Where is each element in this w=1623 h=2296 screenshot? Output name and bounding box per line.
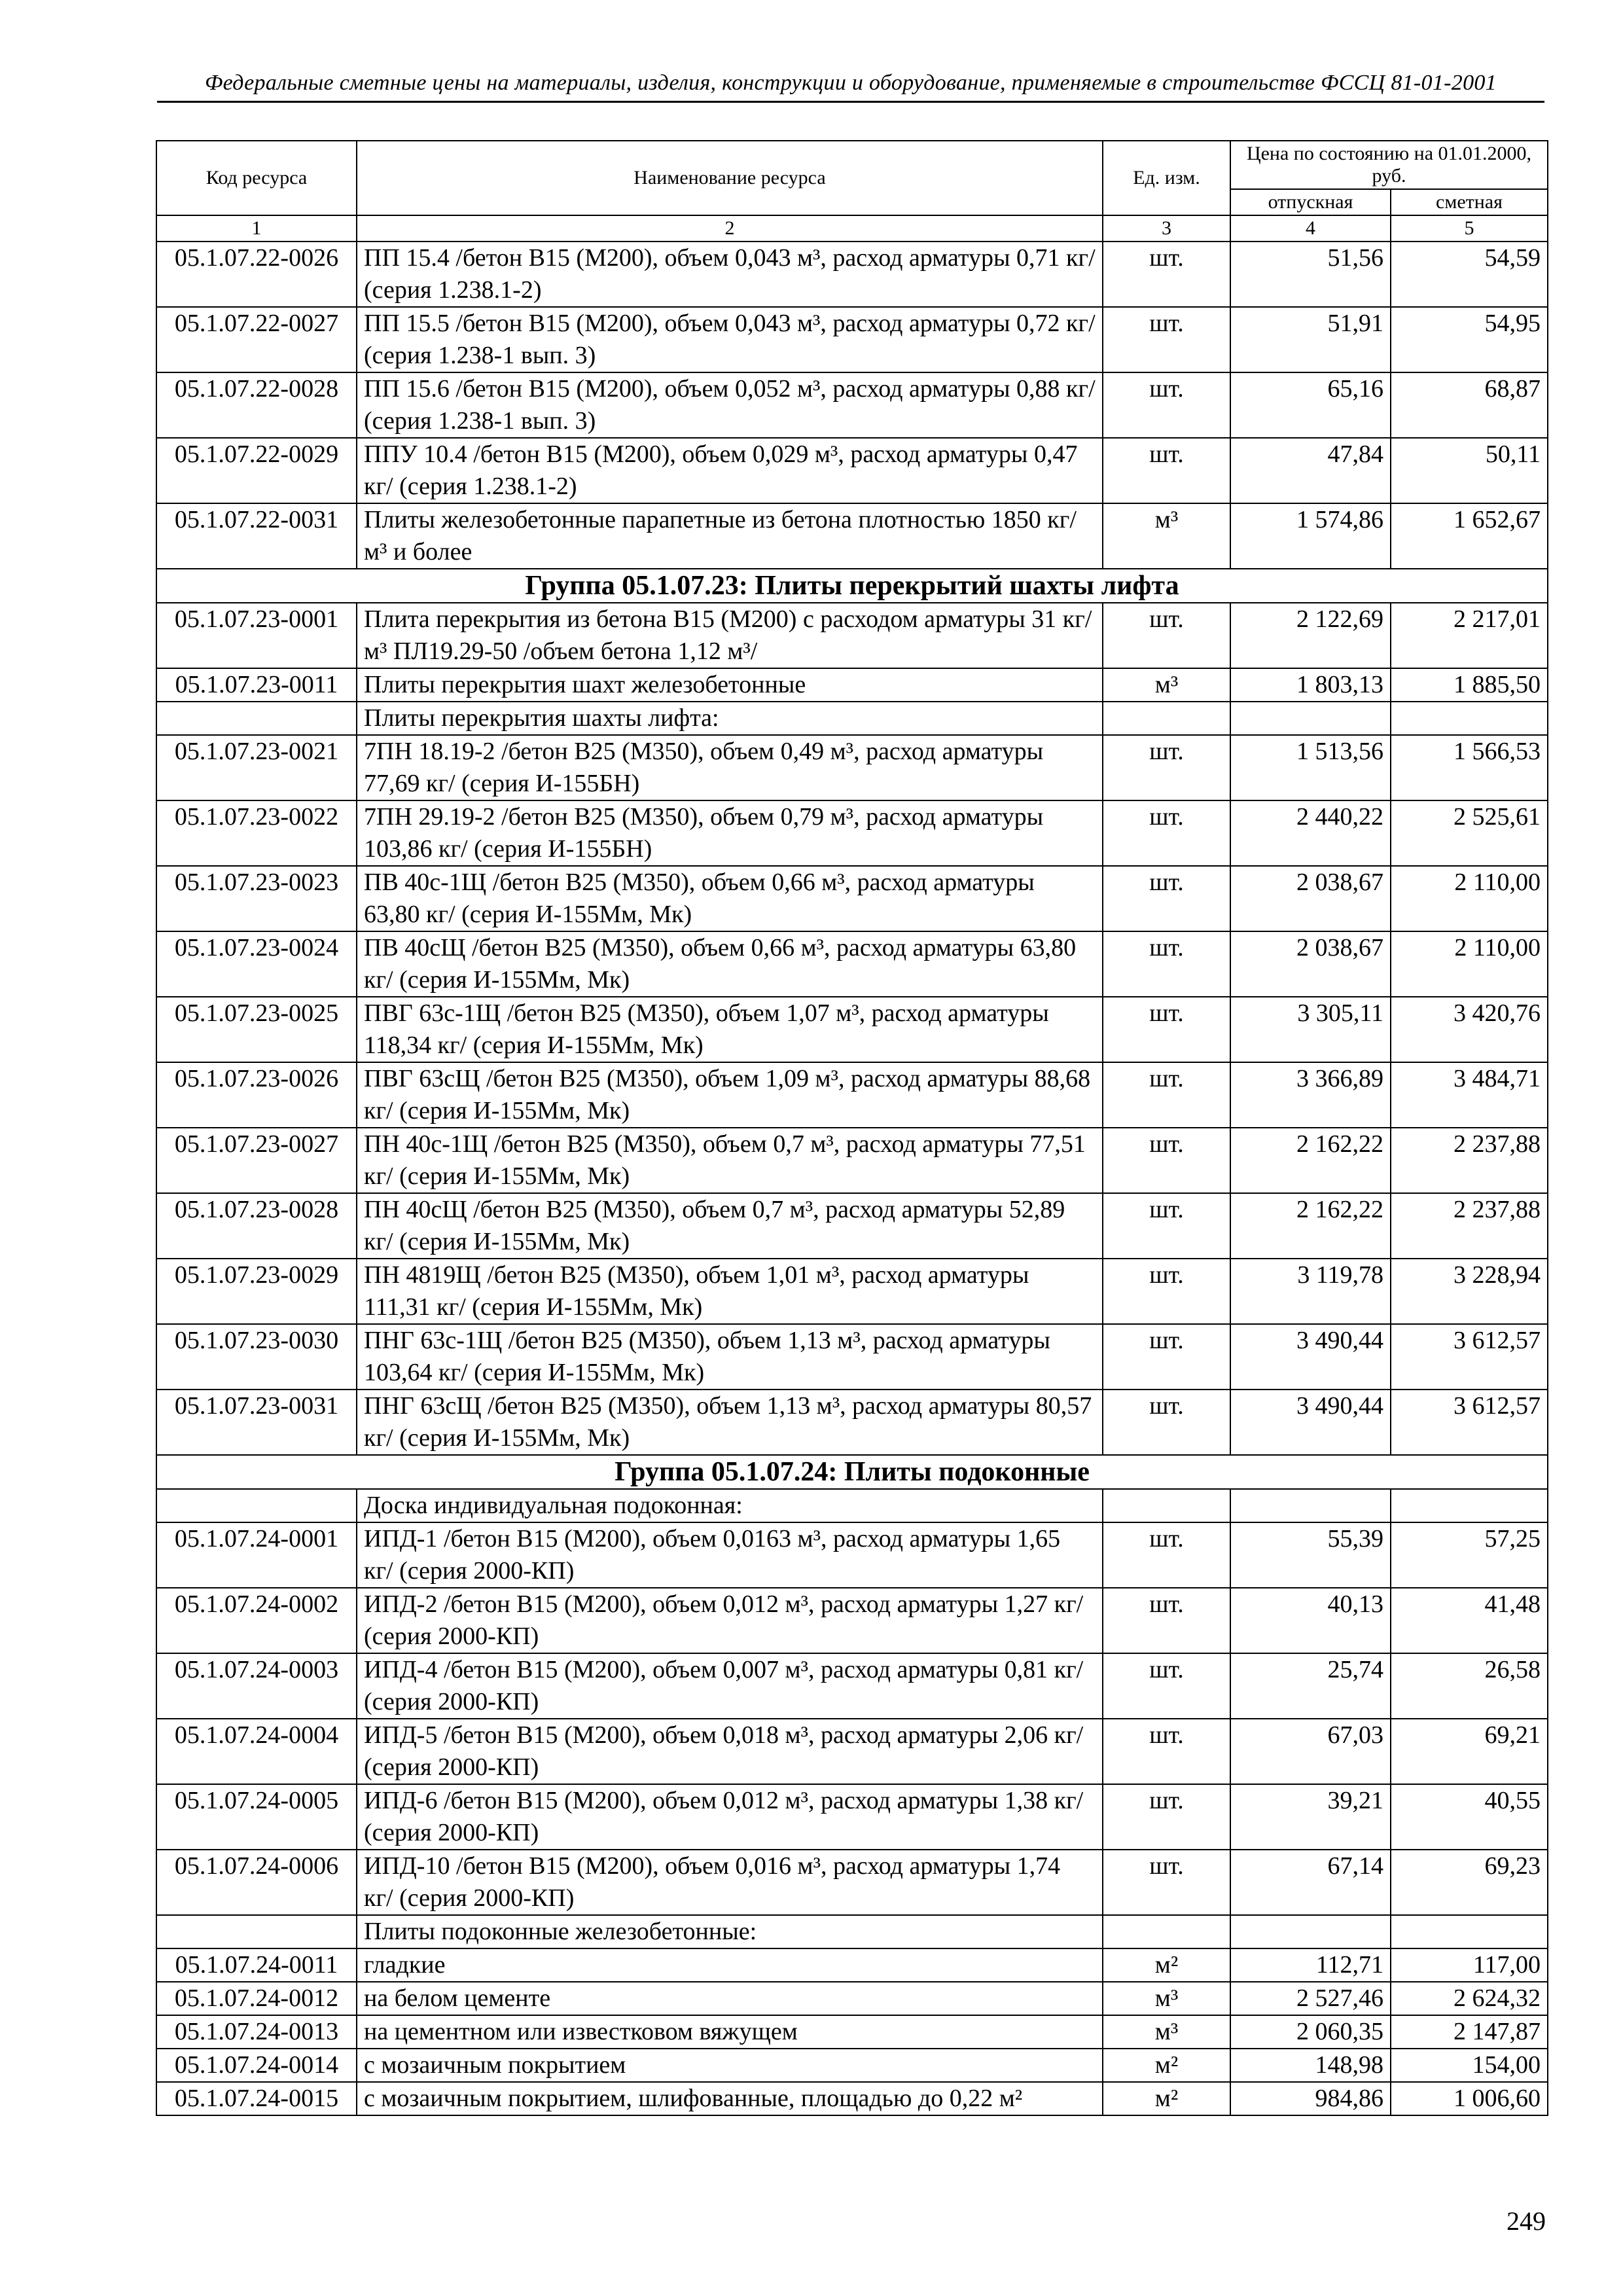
resource-name: ИПД-5 /бетон В15 (М200), объем 0,018 м³, расход арматуры 2,06 кг/ (серия 2000-КП) (357, 1719, 1103, 1784)
table-row (156, 1653, 1548, 1719)
resource-code: 05.1.07.24-0013 (156, 2015, 357, 2049)
release-price: 2 162,22 (1230, 1128, 1391, 1193)
group-heading: Группа 05.1.07.23: Плиты перекрытий шахты лифта (156, 569, 1548, 603)
release-price: 2 038,67 (1230, 866, 1391, 931)
table-header-row (156, 141, 1548, 189)
subheading: Плиты перекрытия шахты лифта: (357, 702, 1103, 735)
table-row (156, 242, 1548, 307)
unit-of-measure: шт. (1103, 997, 1230, 1062)
unit-of-measure: шт. (1103, 1719, 1230, 1784)
estimate-price: 154,00 (1391, 2049, 1548, 2082)
table-row (156, 997, 1548, 1062)
unit-of-measure: шт. (1103, 1850, 1230, 1915)
resource-code: 05.1.07.23-0023 (156, 866, 357, 931)
unit-of-measure: м³ (1103, 1982, 1230, 2015)
unit-of-measure: шт. (1103, 1324, 1230, 1390)
resource-code: 05.1.07.24-0003 (156, 1653, 357, 1719)
resource-code: 05.1.07.22-0029 (156, 438, 357, 503)
estimate-price: 1 885,50 (1391, 668, 1548, 702)
unit-of-measure: шт. (1103, 1259, 1230, 1324)
resource-code: 05.1.07.22-0028 (156, 372, 357, 438)
empty-cell (1230, 1915, 1391, 1948)
resource-code: 05.1.07.23-0011 (156, 668, 357, 702)
column-number: 5 (1391, 215, 1548, 242)
release-price: 2 440,22 (1230, 800, 1391, 866)
estimate-price: 41,48 (1391, 1588, 1548, 1653)
subheading-row (156, 702, 1548, 735)
subheading: Доска индивидуальная подоконная: (357, 1489, 1103, 1522)
release-price: 3 366,89 (1230, 1062, 1391, 1128)
resource-code: 05.1.07.23-0031 (156, 1390, 357, 1455)
resource-code: 05.1.07.24-0002 (156, 1588, 357, 1653)
resource-code: 05.1.07.23-0029 (156, 1259, 357, 1324)
resource-name: ИПД-4 /бетон В15 (М200), объем 0,007 м³, расход арматуры 0,81 кг/ (серия 2000-КП) (357, 1653, 1103, 1719)
unit-of-measure: м³ (1103, 503, 1230, 569)
table-row (156, 735, 1548, 800)
release-price: 67,14 (1230, 1850, 1391, 1915)
table-row (156, 1193, 1548, 1259)
table-row (156, 2049, 1548, 2082)
estimate-price: 1 652,67 (1391, 503, 1548, 569)
table-row (156, 1588, 1548, 1653)
subheading-row (156, 1489, 1548, 1522)
resource-name: ПНГ 63с-1Щ /бетон В25 (М350), объем 1,13 м³, расход арматуры 103,64 кг/ (серия И-155Мм, Мк) (357, 1324, 1103, 1390)
table-row (156, 1062, 1548, 1128)
group-heading: Группа 05.1.07.24: Плиты подоконные (156, 1455, 1548, 1489)
release-price: 3 490,44 (1230, 1324, 1391, 1390)
release-price: 67,03 (1230, 1719, 1391, 1784)
resource-code: 05.1.07.24-0001 (156, 1522, 357, 1588)
release-price: 2 038,67 (1230, 931, 1391, 997)
empty-cell (1230, 1489, 1391, 1522)
estimate-price: 54,59 (1391, 242, 1548, 307)
table-row (156, 503, 1548, 569)
resource-code: 05.1.07.24-0011 (156, 1948, 357, 1982)
column-header-price-release: отпускная (1230, 189, 1391, 215)
release-price: 47,84 (1230, 438, 1391, 503)
resource-code: 05.1.07.24-0015 (156, 2082, 357, 2115)
resource-name: ПП 15.4 /бетон В15 (М200), объем 0,043 м³, расход арматуры 0,71 кг/ (серия 1.238.1-2) (357, 242, 1103, 307)
resource-name: ПН 4819Щ /бетон В25 (М350), объем 1,01 м³, расход арматуры 111,31 кг/ (серия И-155Мм, Мк) (357, 1259, 1103, 1324)
estimate-price: 2 147,87 (1391, 2015, 1548, 2049)
resource-name: ПП 15.6 /бетон В15 (М200), объем 0,052 м³, расход арматуры 0,88 кг/ (серия 1.238-1 вып. 3) (357, 372, 1103, 438)
table-body (156, 242, 1548, 2115)
release-price: 65,16 (1230, 372, 1391, 438)
empty-cell (1103, 1915, 1230, 1948)
unit-of-measure: шт. (1103, 866, 1230, 931)
resource-name: ИПД-10 /бетон В15 (М200), объем 0,016 м³, расход арматуры 1,74 кг/ (серия 2000-КП) (357, 1850, 1103, 1915)
table-row (156, 1522, 1548, 1588)
resource-code: 05.1.07.22-0031 (156, 503, 357, 569)
estimate-price: 40,55 (1391, 1784, 1548, 1850)
resource-code: 05.1.07.22-0027 (156, 307, 357, 372)
subheading: Плиты подоконные железобетонные: (357, 1915, 1103, 1948)
empty-cell (1391, 1489, 1548, 1522)
resource-code: 05.1.07.23-0030 (156, 1324, 357, 1390)
release-price: 984,86 (1230, 2082, 1391, 2115)
group-heading-row (156, 569, 1548, 603)
estimate-price: 69,23 (1391, 1850, 1548, 1915)
column-header-name: Наименование ресурса (357, 141, 1103, 215)
resource-name: с мозаичным покрытием, шлифованные, площадью до 0,22 м² (357, 2082, 1103, 2115)
estimate-price: 68,87 (1391, 372, 1548, 438)
table-row (156, 2082, 1548, 2115)
release-price: 2 527,46 (1230, 1982, 1391, 2015)
unit-of-measure: м² (1103, 2082, 1230, 2115)
estimate-price: 57,25 (1391, 1522, 1548, 1588)
unit-of-measure: шт. (1103, 1653, 1230, 1719)
release-price: 2 060,35 (1230, 2015, 1391, 2049)
unit-of-measure: шт. (1103, 242, 1230, 307)
release-price: 25,74 (1230, 1653, 1391, 1719)
unit-of-measure: шт. (1103, 1128, 1230, 1193)
column-header-unit: Ед. изм. (1103, 141, 1230, 215)
resource-name: ПВ 40с-1Щ /бетон В25 (М350), объем 0,66 м³, расход арматуры 63,80 кг/ (серия И-155Мм, Мк) (357, 866, 1103, 931)
resource-code: 05.1.07.24-0006 (156, 1850, 357, 1915)
table-row (156, 1784, 1548, 1850)
empty-cell (156, 702, 357, 735)
table-row (156, 1719, 1548, 1784)
estimate-price: 69,21 (1391, 1719, 1548, 1784)
column-number: 2 (357, 215, 1103, 242)
estimate-price: 3 484,71 (1391, 1062, 1548, 1128)
unit-of-measure: шт. (1103, 1522, 1230, 1588)
resource-name: на цементном или известковом вяжущем (357, 2015, 1103, 2049)
table-row (156, 1948, 1548, 1982)
resource-code: 05.1.07.23-0028 (156, 1193, 357, 1259)
resource-code: 05.1.07.23-0027 (156, 1128, 357, 1193)
table-row (156, 1128, 1548, 1193)
resource-code: 05.1.07.23-0021 (156, 735, 357, 800)
unit-of-measure: м² (1103, 1948, 1230, 1982)
estimate-price: 2 237,88 (1391, 1193, 1548, 1259)
resource-name: ИПД-1 /бетон В15 (М200), объем 0,0163 м³, расход арматуры 1,65 кг/ (серия 2000-КП) (357, 1522, 1103, 1588)
estimate-price: 2 110,00 (1391, 931, 1548, 997)
resource-name: ПН 40с-1Щ /бетон В25 (М350), объем 0,7 м³, расход арматуры 77,51 кг/ (серия И-155Мм, Мк) (357, 1128, 1103, 1193)
estimate-price: 3 228,94 (1391, 1259, 1548, 1324)
unit-of-measure: шт. (1103, 735, 1230, 800)
unit-of-measure: шт. (1103, 372, 1230, 438)
subheading-row (156, 1915, 1548, 1948)
estimate-price: 2 525,61 (1391, 800, 1548, 866)
release-price: 51,91 (1230, 307, 1391, 372)
estimate-price: 1 006,60 (1391, 2082, 1548, 2115)
estimate-price: 1 566,53 (1391, 735, 1548, 800)
empty-cell (156, 1915, 357, 1948)
unit-of-measure: м³ (1103, 2015, 1230, 2049)
unit-of-measure: шт. (1103, 800, 1230, 866)
release-price: 1 803,13 (1230, 668, 1391, 702)
unit-of-measure: м² (1103, 2049, 1230, 2082)
release-price: 3 490,44 (1230, 1390, 1391, 1455)
price-table (156, 140, 1548, 2116)
resource-code: 05.1.07.23-0001 (156, 603, 357, 668)
unit-of-measure: м³ (1103, 668, 1230, 702)
resource-name: на белом цементе (357, 1982, 1103, 2015)
empty-cell (1103, 702, 1230, 735)
table-row (156, 1982, 1548, 2015)
column-number: 1 (156, 215, 357, 242)
estimate-price: 2 237,88 (1391, 1128, 1548, 1193)
estimate-price: 3 612,57 (1391, 1324, 1548, 1390)
unit-of-measure: шт. (1103, 438, 1230, 503)
empty-cell (1103, 1489, 1230, 1522)
page-header: Федеральные сметные цены на материалы, изделия, конструкции и оборудование, применяемые в строительстве ФССЦ 81-01-2001 (157, 71, 1544, 103)
table-row (156, 603, 1548, 668)
empty-cell (1230, 702, 1391, 735)
column-number: 3 (1103, 215, 1230, 242)
empty-cell (1391, 1915, 1548, 1948)
resource-name: ПВГ 63с-1Щ /бетон В25 (М350), объем 1,07 м³, расход арматуры 118,34 кг/ (серия И-155Мм, Мк) (357, 997, 1103, 1062)
estimate-price: 3 420,76 (1391, 997, 1548, 1062)
resource-name: 7ПН 29.19-2 /бетон В25 (М350), объем 0,79 м³, расход арматуры 103,86 кг/ (серия И-155БН) (357, 800, 1103, 866)
resource-code: 05.1.07.23-0026 (156, 1062, 357, 1128)
table-row (156, 2015, 1548, 2049)
resource-name: ПВГ 63сЩ /бетон В25 (М350), объем 1,09 м³, расход арматуры 88,68 кг/ (серия И-155Мм, Мк) (357, 1062, 1103, 1128)
resource-name: Плиты перекрытия шахт железобетонные (357, 668, 1103, 702)
table-row (156, 372, 1548, 438)
resource-name: ИПД-6 /бетон В15 (М200), объем 0,012 м³, расход арматуры 1,38 кг/ (серия 2000-КП) (357, 1784, 1103, 1850)
table-row (156, 800, 1548, 866)
resource-name: ПНГ 63сЩ /бетон В25 (М350), объем 1,13 м³, расход арматуры 80,57 кг/ (серия И-155Мм, Мк) (357, 1390, 1103, 1455)
table-row (156, 307, 1548, 372)
release-price: 55,39 (1230, 1522, 1391, 1588)
column-header-price-estimate: сметная (1391, 189, 1548, 215)
release-price: 3 305,11 (1230, 997, 1391, 1062)
release-price: 112,71 (1230, 1948, 1391, 1982)
release-price: 3 119,78 (1230, 1259, 1391, 1324)
table-row (156, 931, 1548, 997)
estimate-price: 26,58 (1391, 1653, 1548, 1719)
unit-of-measure: шт. (1103, 603, 1230, 668)
estimate-price: 3 612,57 (1391, 1390, 1548, 1455)
resource-name: ППУ 10.4 /бетон В15 (М200), объем 0,029 м³, расход арматуры 0,47 кг/ (серия 1.238.1-2) (357, 438, 1103, 503)
resource-code: 05.1.07.24-0005 (156, 1784, 357, 1850)
estimate-price: 54,95 (1391, 307, 1548, 372)
estimate-price: 2 110,00 (1391, 866, 1548, 931)
release-price: 1 513,56 (1230, 735, 1391, 800)
table-row (156, 1259, 1548, 1324)
estimate-price: 2 217,01 (1391, 603, 1548, 668)
resource-code: 05.1.07.24-0012 (156, 1982, 357, 2015)
resource-code: 05.1.07.24-0004 (156, 1719, 357, 1784)
empty-cell (156, 1489, 357, 1522)
release-price: 51,56 (1230, 242, 1391, 307)
unit-of-measure: шт. (1103, 307, 1230, 372)
unit-of-measure: шт. (1103, 1193, 1230, 1259)
release-price: 148,98 (1230, 2049, 1391, 2082)
unit-of-measure: шт. (1103, 1390, 1230, 1455)
resource-name: гладкие (357, 1948, 1103, 1982)
resource-name: Плита перекрытия из бетона В15 (М200) с расходом арматуры 31 кг/м³ ПЛ19.29-50 /объем бетона 1,12 м³/ (357, 603, 1103, 668)
column-numbers-row (156, 215, 1548, 242)
resource-code: 05.1.07.22-0026 (156, 242, 357, 307)
unit-of-measure: шт. (1103, 1588, 1230, 1653)
resource-name: ПП 15.5 /бетон В15 (М200), объем 0,043 м³, расход арматуры 0,72 кг/ (серия 1.238-1 вып. 3) (357, 307, 1103, 372)
unit-of-measure: шт. (1103, 1062, 1230, 1128)
page-number: 249 (1507, 2206, 1546, 2236)
table-row (156, 1390, 1548, 1455)
column-header-price: Цена по состоянию на 01.01.2000, руб. (1230, 141, 1548, 189)
resource-code: 05.1.07.24-0014 (156, 2049, 357, 2082)
group-heading-row (156, 1455, 1548, 1489)
unit-of-measure: шт. (1103, 1784, 1230, 1850)
table-row (156, 668, 1548, 702)
unit-of-measure: шт. (1103, 931, 1230, 997)
column-number: 4 (1230, 215, 1391, 242)
table-row (156, 1850, 1548, 1915)
estimate-price: 2 624,32 (1391, 1982, 1548, 2015)
release-price: 40,13 (1230, 1588, 1391, 1653)
resource-name: 7ПН 18.19-2 /бетон В25 (М350), объем 0,49 м³, расход арматуры 77,69 кг/ (серия И-155БН) (357, 735, 1103, 800)
estimate-price: 50,11 (1391, 438, 1548, 503)
table-row (156, 866, 1548, 931)
resource-name: Плиты железобетонные парапетные из бетона плотностью 1850 кг/м³ и более (357, 503, 1103, 569)
table-row (156, 1324, 1548, 1390)
estimate-price: 117,00 (1391, 1948, 1548, 1982)
release-price: 1 574,86 (1230, 503, 1391, 569)
resource-code: 05.1.07.23-0024 (156, 931, 357, 997)
release-price: 39,21 (1230, 1784, 1391, 1850)
empty-cell (1391, 702, 1548, 735)
resource-code: 05.1.07.23-0025 (156, 997, 357, 1062)
resource-name: ПВ 40сЩ /бетон В25 (М350), объем 0,66 м³, расход арматуры 63,80 кг/ (серия И-155Мм, Мк) (357, 931, 1103, 997)
resource-name: с мозаичным покрытием (357, 2049, 1103, 2082)
table-row (156, 438, 1548, 503)
resource-code: 05.1.07.23-0022 (156, 800, 357, 866)
column-header-code: Код ресурса (156, 141, 357, 215)
resource-name: ПН 40сЩ /бетон В25 (М350), объем 0,7 м³, расход арматуры 52,89 кг/ (серия И-155Мм, Мк) (357, 1193, 1103, 1259)
release-price: 2 162,22 (1230, 1193, 1391, 1259)
release-price: 2 122,69 (1230, 603, 1391, 668)
resource-name: ИПД-2 /бетон В15 (М200), объем 0,012 м³, расход арматуры 1,27 кг/ (серия 2000-КП) (357, 1588, 1103, 1653)
